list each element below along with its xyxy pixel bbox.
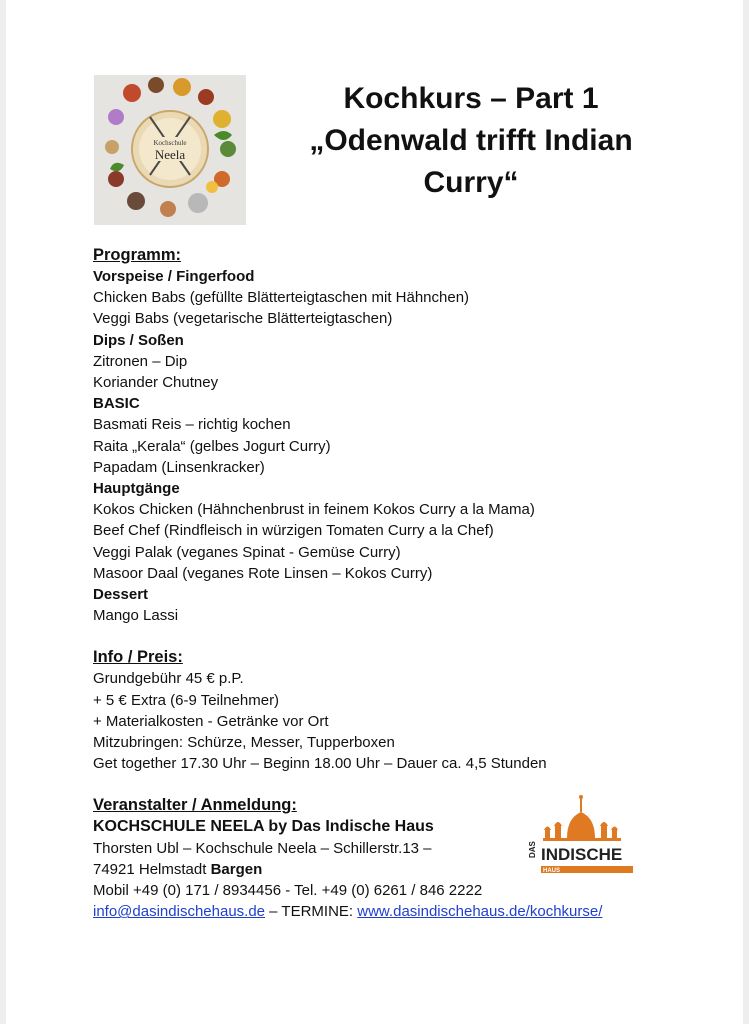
svg-text:Neela: Neela	[154, 147, 186, 162]
menu-item: Papadam (Linsenkracker)	[93, 458, 265, 476]
termine-label: – TERMINE:	[265, 903, 358, 921]
course-title	[276, 78, 666, 204]
menu-item: Masoor Daal (veganes Rote Linsen – Kokos Curry)	[93, 564, 433, 582]
menu-item: Veggi Palak (veganes Spinat - Gemüse Curry)	[93, 543, 401, 561]
menu-item: Chicken Babs (gefüllte Blätterteigtaschen mit Hähnchen)	[93, 289, 470, 307]
info-heading: Info / Preis:	[93, 648, 183, 667]
menu-item: Raita „Kerala“ (gelbes Jogurt Curry)	[93, 437, 331, 455]
info-line: + 5 € Extra (6-9 Teilnehmer)	[93, 691, 280, 709]
info-line: + Materialkosten - Getränke vor Ort	[93, 712, 329, 730]
das-indische-haus-logo	[525, 792, 637, 884]
organizer-phone: Mobil +49 (0) 171 / 8934456 - Tel. +49 (0) 6261 / 846 2222	[93, 882, 483, 900]
kochschule-neela-logo	[94, 75, 246, 225]
svg-text:Kochschule: Kochschule	[153, 139, 187, 147]
menu-item: Basmati Reis – richtig kochen	[93, 416, 291, 434]
menu-item: Beef Chef (Rindfleisch in würzigen Tomaten Curry a la Chef)	[93, 522, 494, 540]
address-district: Bargen	[210, 860, 263, 878]
menu-item: Koriander Chutney	[93, 374, 219, 392]
organizer-heading: Veranstalter / Anmeldung:	[93, 796, 297, 815]
organizer-address-1: Thorsten Ubl – Kochschule Neela – Schillerstr.13 –	[93, 839, 432, 857]
website-link[interactable]: www.dasindischehaus.de/kochkurse/	[357, 903, 603, 921]
svg-text:HAUS: HAUS	[543, 868, 561, 874]
category-dips: Dips / Soßen	[93, 331, 184, 349]
menu-item: Zitronen – Dip	[93, 352, 188, 370]
spices-illustration	[94, 75, 246, 225]
svg-text:DAS: DAS	[528, 841, 537, 858]
info-line: Grundgebühr 45 € p.P.	[93, 670, 244, 688]
category-hauptgaenge: Hauptgänge	[93, 480, 180, 498]
programm-heading: Programm:	[93, 246, 182, 264]
document-page	[6, 0, 743, 1024]
organizer-contact-line	[93, 901, 653, 922]
organizer-name: KOCHSCHULE NEELA by Das Indische Haus	[93, 818, 434, 836]
category-basic: BASIC	[93, 395, 140, 413]
menu-item: Mango Lassi	[93, 607, 179, 625]
menu-item: Kokos Chicken (Hähnchenbrust in feinem Kokos Curry a la Mama)	[93, 501, 535, 519]
title-line-3: Curry“	[423, 166, 519, 199]
title-line-2: „Odenwald trifft Indian	[309, 124, 633, 157]
title-line-1: Kochkurs – Part 1	[343, 82, 599, 115]
address-city: 74921 Helmstadt	[93, 860, 211, 878]
email-link[interactable]: info@dasindischehaus.de	[93, 903, 266, 921]
info-line: Get together 17.30 Uhr – Beginn 18.00 Uhr – Dauer ca. 4,5 Stunden	[93, 755, 547, 773]
info-line: Mitzubringen: Schürze, Messer, Tupperboxen	[93, 734, 395, 752]
indische-haus-palace-icon	[525, 792, 637, 884]
category-vorspeise: Vorspeise / Fingerfood	[93, 268, 255, 285]
menu-item: Veggi Babs (vegetarische Blätterteigtaschen)	[93, 310, 393, 328]
category-dessert: Dessert	[93, 586, 149, 604]
svg-text:INDISCHE: INDISCHE	[541, 845, 623, 864]
